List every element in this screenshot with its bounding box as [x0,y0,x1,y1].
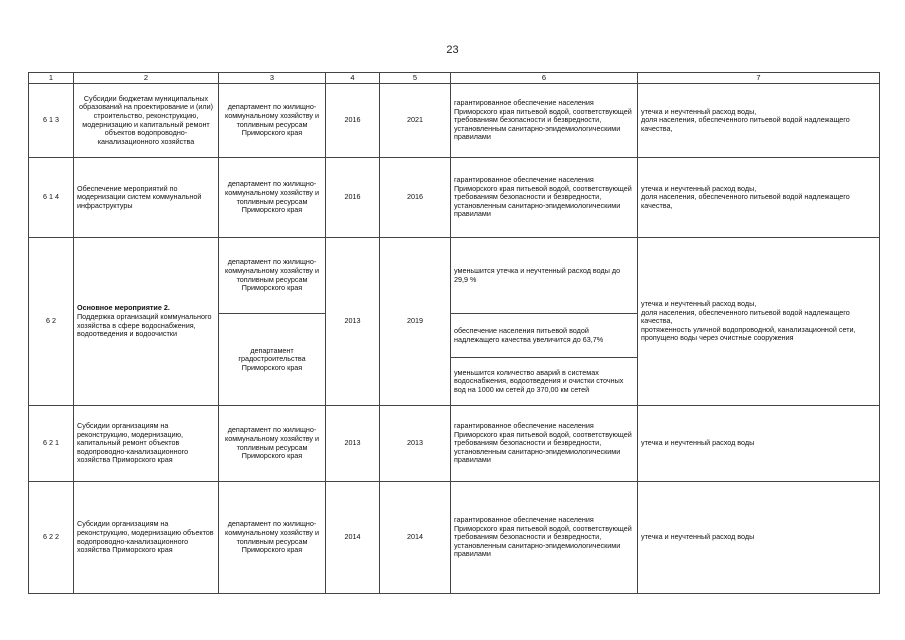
indicators: утечка и неучтенный расход воды [638,406,880,482]
end-year: 2013 [380,406,451,482]
row-number: 6 1 3 [29,84,74,158]
table-row [29,238,880,314]
end-year: 2014 [380,482,451,594]
header-cell: 3 [219,73,326,84]
start-year: 2014 [326,482,380,594]
end-year: 2021 [380,84,451,158]
page-number: 23 [446,44,459,56]
measure-name: Субсидии организациям на реконструкцию, модернизацию объектов водопроводно-канализационного хозяйства Приморского края [74,482,219,594]
measure-name: Обеспечение мероприятий по модернизации систем коммунальной инфраструктуры [74,158,219,238]
header-cell: 2 [74,73,219,84]
measure-description: Поддержка организаций коммунального хозяйства в сфере водоснабжения, водоотведения и водоочистки [77,311,212,339]
start-year: 2013 [326,238,380,406]
executor: департамент по жилищно-коммунальному хозяйству и топливным ресурсам Приморского края [219,158,326,238]
expected-result: уменьшится количество аварий в системах водоснабжения, водоотведения и очистки сточных вод на 1000 км сетей до 370,00 км сетей [451,358,638,406]
header-row [29,73,880,84]
header-cell: 7 [638,73,880,84]
expected-result: гарантированное обеспечение населения Приморского края питьевой водой, соответствующей требованиям безопасности и безвредности, установленным санитарно-эпидемиологическими правилами [451,84,638,158]
start-year: 2016 [326,84,380,158]
expected-result: гарантированное обеспечение населения Приморского края питьевой водой, соответствующей требованиям безопасности и безвредности, установленным санитарно-эпидемиологическими правилами [451,158,638,238]
row-number: 6 1 4 [29,158,74,238]
measure-name: Субсидии организациям на реконструкцию, модернизацию, капитальный ремонт объектов водопроводно-канализационного хозяйства Приморского края [74,406,219,482]
end-year: 2019 [380,238,451,406]
row-number: 6 2 [29,238,74,406]
table-row [29,482,880,594]
program-table [28,72,880,594]
indicators: утечка и неучтенный расход воды, доля населения, обеспеченного питьевой водой надлежащего качества, [638,158,880,238]
executor: департамент по жилищно-коммунальному хозяйству и топливным ресурсам Приморского края [219,406,326,482]
table-row [29,406,880,482]
row-number: 6 2 2 [29,482,74,594]
start-year: 2013 [326,406,380,482]
header-cell: 1 [29,73,74,84]
executor: департамент по жилищно-коммунальному хозяйству и топливным ресурсам Приморского края [219,238,326,314]
end-year: 2016 [380,158,451,238]
table-row [29,84,880,158]
expected-result: обеспечение населения питьевой водой надлежащего качества увеличится до 63,7% [451,314,638,358]
header-cell: 5 [380,73,451,84]
header-cell: 6 [451,73,638,84]
executor: департамент по жилищно-коммунальному хозяйству и топливным ресурсам Приморского края [219,84,326,158]
measure-title: Основное мероприятие 2. [77,303,170,313]
measure-name: Субсидии бюджетам муниципальных образований на проектирование и (или) строительство, реконструкцию, модернизацию и капитальный ремонт объектов водопроводно-канализационного хозяйства [74,84,219,158]
measure-name [74,238,219,406]
indicators: утечка и неучтенный расход воды, доля населения, обеспеченного питьевой водой надлежащего качества, [638,84,880,158]
indicators: утечка и неучтенный расход воды [638,482,880,594]
row-number: 6 2 1 [29,406,74,482]
header-cell: 4 [326,73,380,84]
table-row [29,158,880,238]
expected-result: гарантированное обеспечение населения Приморского края питьевой водой, соответствующей требованиям безопасности и безвредности, установленным санитарно-эпидемиологическими правилами [451,406,638,482]
indicators: утечка и неучтенный расход воды, доля населения, обеспеченного питьевой водой надлежащего качества, протяженность уличной водопроводной, канализационной сети, пропущено воды через очистные сооружения [638,238,880,406]
expected-result: гарантированное обеспечение населения Приморского края питьевой водой, соответствующей требованиям безопасности и безвредности, установленным санитарно-эпидемиологическими правилами [451,482,638,594]
expected-result: уменьшится утечка и неучтенный расход воды до 29,9 % [451,238,638,314]
start-year: 2016 [326,158,380,238]
executor: департамент по жилищно-коммунальному хозяйству и топливным ресурсам Приморского края [219,482,326,594]
executor: департамент градостроительства Приморского края [219,314,326,406]
